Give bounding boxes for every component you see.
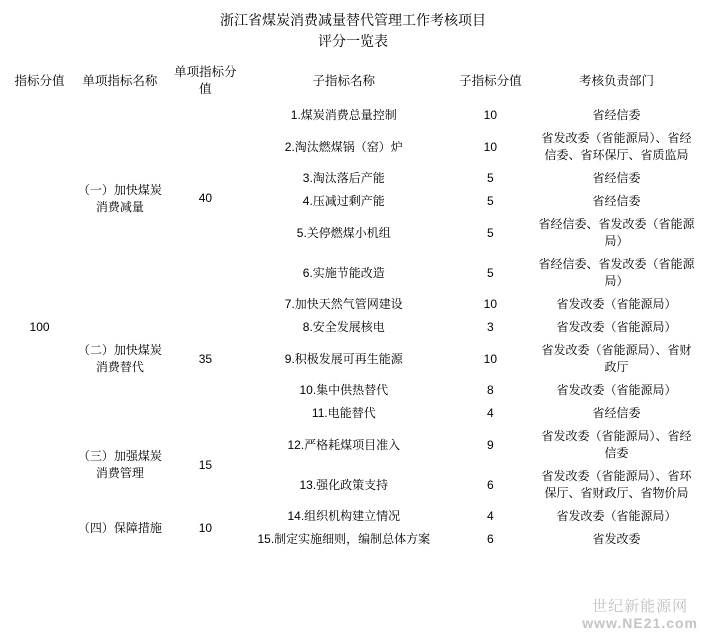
department-cell: 省发改委（省能源局） <box>556 320 677 334</box>
department-cell: 省发改委（省能源局） <box>556 509 677 523</box>
department-cell: 省经信委 <box>592 108 641 122</box>
department-cell: 省发改委（省能源局） <box>556 383 677 397</box>
item-score-cell: 35 <box>198 351 213 366</box>
sub-score-cell: 5 <box>487 171 494 185</box>
sub-score-cell: 9 <box>487 437 494 452</box>
table-row <box>8 505 698 528</box>
page-title: 浙江省煤炭消费减量替代管理工作考核项目 <box>220 12 486 28</box>
sub-score-cell: 6 <box>487 477 494 492</box>
sub-name-cell: 8.安全发展核电 <box>302 320 385 334</box>
header-department: 考核负责部门 <box>579 73 655 88</box>
sub-name-cell: 15.制定实施细则，编制总体方案 <box>257 532 431 546</box>
sub-score-cell: 10 <box>483 351 498 366</box>
sub-name-cell: 2.淘汰燃煤锅（窑）炉 <box>284 139 403 154</box>
header-sub-score: 子指标分值 <box>459 73 522 88</box>
item-name-cell: （三）加强煤炭消费管理 <box>77 449 162 480</box>
total-score-cell: 100 <box>29 320 50 334</box>
department-cell: 省发改委（省能源局）、省环保厅、省财政厅、省物价局 <box>541 469 692 500</box>
sub-score-cell: 5 <box>487 265 494 280</box>
sub-name-cell: 4.压减过剩产能 <box>302 194 385 208</box>
sub-score-cell: 10 <box>483 139 498 154</box>
table-row <box>8 293 698 316</box>
department-cell: 省经信委、省发改委（省能源局） <box>538 217 695 248</box>
watermark-line-2: www.NE21.com <box>582 614 698 631</box>
sub-name-cell: 5.关停燃煤小机组 <box>296 225 391 240</box>
department-cell: 省发改委（省能源局）、省财政厅 <box>541 343 692 374</box>
sub-name-cell: 10.集中供热替代 <box>299 383 389 397</box>
department-cell: 省经信委 <box>592 171 641 185</box>
page-subtitle: 评分一览表 <box>318 33 388 49</box>
score-table <box>8 58 698 551</box>
sub-score-cell: 10 <box>483 108 498 122</box>
item-score-cell: 15 <box>198 457 213 472</box>
sub-score-cell: 5 <box>487 194 494 208</box>
header-item-name: 单项指标名称 <box>82 73 158 88</box>
department-cell: 省经信委 <box>592 194 641 208</box>
sub-name-cell: 12.严格耗煤项目准入 <box>287 437 401 452</box>
sub-score-cell: 3 <box>487 320 494 334</box>
department-cell: 省经信委、省发改委（省能源局） <box>538 257 695 288</box>
sub-score-cell: 8 <box>487 383 494 397</box>
sub-name-cell: 1.煤炭消费总量控制 <box>290 108 397 122</box>
sub-name-cell: 11.电能替代 <box>311 406 376 420</box>
department-cell: 省发改委 <box>592 532 641 546</box>
sub-name-cell: 13.强化政策支持 <box>299 477 389 492</box>
table-body <box>8 104 698 551</box>
department-cell: 省经信委 <box>592 406 641 420</box>
item-score-cell: 40 <box>198 191 213 205</box>
watermark-line-1: 世纪新能源网 <box>592 598 689 616</box>
department-cell: 省发改委（省能源局）、省经信委 <box>541 429 692 460</box>
table-header-row <box>8 58 698 104</box>
header-total-score: 指标分值 <box>14 73 65 88</box>
sub-score-cell: 10 <box>483 297 498 311</box>
sub-name-cell: 6.实施节能改造 <box>302 265 385 280</box>
header-sub-name: 子指标名称 <box>312 73 376 88</box>
sub-name-cell: 14.组织机构建立情况 <box>287 509 401 523</box>
sub-score-cell: 6 <box>487 532 494 546</box>
watermark <box>582 599 698 631</box>
sub-score-cell: 5 <box>487 225 494 240</box>
department-cell: 省发改委（省能源局） <box>556 297 677 311</box>
header-item-score: 单项指标分值 <box>174 65 237 96</box>
table-row <box>8 425 698 465</box>
sub-score-cell: 4 <box>487 406 494 420</box>
title-block <box>0 0 706 52</box>
item-name-cell: （一）加快煤炭消费减量 <box>77 182 162 214</box>
item-name-cell: （四）保障措施 <box>77 520 162 535</box>
item-name-cell: （二）加快煤炭消费替代 <box>77 343 162 374</box>
sub-name-cell: 7.加快天然气管网建设 <box>284 297 403 311</box>
item-score-cell: 10 <box>198 520 213 535</box>
sub-score-cell: 4 <box>487 509 494 523</box>
department-cell: 省发改委（省能源局）、省经信委、省环保厅、省质监局 <box>541 131 692 162</box>
sub-name-cell: 3.淘汰落后产能 <box>302 171 385 185</box>
table-row <box>8 104 698 127</box>
sub-name-cell: 9.积极发展可再生能源 <box>284 351 403 366</box>
